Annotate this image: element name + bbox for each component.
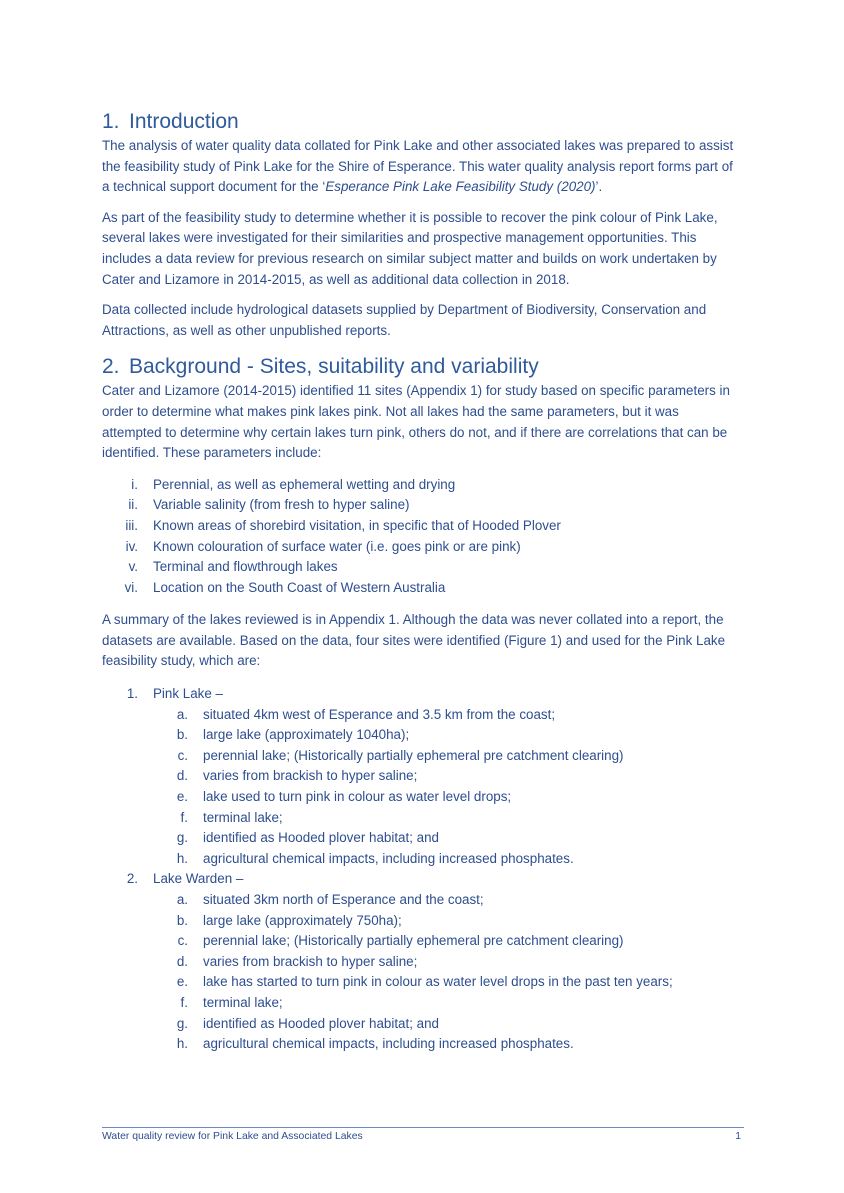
list-item-text: large lake (approximately 750ha); (203, 912, 402, 928)
intro-p1-end: ’. (595, 179, 603, 195)
list-item-text: terminal lake; (203, 994, 283, 1010)
list-item (102, 808, 742, 829)
section-title: Background - Sites, suitability and variability (129, 355, 539, 379)
list-marker: c. (177, 747, 188, 763)
intro-paragraph-3: Data collected include hydrological datasets supplied by Department of Biodiversity, Conservation and Attractions, as well as other unpublished reports. (102, 302, 707, 338)
list-item-text: lake used to turn pink in colour as water level drops; (203, 789, 512, 805)
list-marker: e. (176, 789, 188, 805)
list-item (102, 746, 742, 767)
list-item-text: Known colouration of surface water (i.e. goes pink or are pink) (153, 538, 521, 554)
section-heading-background (102, 353, 742, 381)
list-item (102, 972, 742, 993)
section-heading-introduction (102, 108, 742, 136)
list-item (102, 766, 742, 787)
list-item (102, 952, 742, 973)
list-marker: iv. (125, 538, 138, 554)
list-item (102, 495, 742, 516)
list-item (102, 993, 742, 1014)
list-item (102, 1034, 742, 1055)
sites-list (102, 684, 742, 705)
list-item (102, 1014, 742, 1035)
list-item (102, 931, 742, 952)
background-paragraph-1: Cater and Lizamore (2014-2015) identified 11 sites (Appendix 1) for study based on specific parameters in order to determine what makes pink lakes pink. Not all lakes had the same parameters, but it was attempted to determine why certain lakes turn pink, others do not, and if there are correlations that can be identified. These parameters include: (102, 383, 730, 461)
list-marker: v. (128, 559, 138, 575)
list-item-text: varies from brackish to hyper saline; (203, 953, 418, 969)
list-item-text: lake has started to turn pink in colour as water level drops in the past ten years; (203, 974, 673, 990)
list-item-text: Location on the South Coast of Western Australia (153, 579, 446, 595)
list-item (102, 705, 742, 726)
section-number: 1. (102, 110, 120, 133)
list-item-text: Perennial, as well as ephemeral wetting and drying (153, 476, 456, 492)
list-marker: g. (176, 830, 188, 846)
list-marker: d. (176, 953, 188, 969)
list-item (102, 537, 742, 558)
list-item-text: identified as Hooded plover habitat; and (203, 1015, 439, 1031)
list-item (102, 475, 742, 496)
lake-warden-attributes (102, 890, 742, 1055)
list-item (102, 911, 742, 932)
site-item-pink-lake (102, 684, 742, 705)
list-item (102, 557, 742, 578)
page-content (102, 108, 742, 1055)
background-paragraph-2: A summary of the lakes reviewed is in Appendix 1. Although the data was never collated into a report, the datasets are available. Based on the data, four sites were identified (Figure 1) and used for the Pink Lake feasibility study, which are: (102, 612, 726, 669)
list-item-text: Variable salinity (from fresh to hyper saline) (153, 497, 410, 513)
list-item-text: identified as Hooded plover habitat; and (203, 830, 439, 846)
list-item (102, 516, 742, 537)
site-name: Lake Warden – (153, 871, 244, 887)
list-marker: b. (176, 912, 188, 928)
list-item-text: Terminal and flowthrough lakes (153, 559, 338, 575)
site-name: Pink Lake – (153, 686, 223, 702)
list-item-text: agricultural chemical impacts, including increased phosphates. (203, 850, 574, 866)
list-marker: d. (176, 768, 188, 784)
parameters-list (102, 475, 742, 599)
list-item-text: Known areas of shorebird visitation, in specific that of Hooded Plover (153, 517, 561, 533)
list-marker: 2. (126, 871, 138, 887)
list-item-text: perennial lake; (Historically partially ephemeral pre catchment clearing) (203, 933, 624, 949)
list-item (102, 849, 742, 870)
list-item-text: perennial lake; (Historically partially ephemeral pre catchment clearing) (203, 747, 624, 763)
list-marker: h. (176, 850, 188, 866)
list-item-text: terminal lake; (203, 809, 283, 825)
list-marker: ii. (128, 497, 138, 513)
list-item-text: agricultural chemical impacts, including increased phosphates. (203, 1036, 574, 1052)
list-item (102, 787, 742, 808)
list-marker: a. (176, 706, 188, 722)
study-title-italic: Esperance Pink Lake Feasibility Study (2020) (325, 179, 596, 195)
site-item-lake-warden (102, 869, 742, 890)
list-marker: g. (176, 1015, 188, 1031)
list-item-text: situated 3km north of Esperance and the coast; (203, 892, 484, 907)
intro-p1-text: The analysis of water quality data collated for Pink Lake and other associated lakes was prepared to assist the feasibility study of Pink Lake for the Shire of Esperance. This water quality analysis report forms part of a technical support document for the ‘ (102, 138, 734, 195)
list-marker: h. (176, 1036, 188, 1052)
list-item (102, 725, 742, 746)
list-item (102, 890, 742, 911)
list-item-text: situated 4km west of Esperance and 3.5 km from the coast; (203, 706, 556, 722)
pink-lake-attributes (102, 705, 742, 870)
list-marker: e. (176, 974, 188, 990)
section-title: Introduction (129, 110, 239, 133)
list-marker: 1. (126, 686, 138, 702)
list-marker: f. (180, 809, 188, 825)
list-marker: c. (177, 933, 188, 949)
list-item (102, 578, 742, 599)
section-number: 2. (102, 355, 120, 379)
intro-paragraph-1 (102, 136, 742, 198)
list-item-text: varies from brackish to hyper saline; (203, 768, 418, 784)
list-item-text: large lake (approximately 1040ha); (203, 727, 410, 743)
list-marker: a. (176, 892, 188, 907)
page-number: 1 (735, 1131, 741, 1142)
sites-list (102, 869, 742, 890)
list-item (102, 828, 742, 849)
list-marker: b. (176, 727, 188, 743)
footer-title: Water quality review for Pink Lake and Associated Lakes (102, 1131, 363, 1142)
list-marker: vi. (124, 579, 138, 595)
page-footer (102, 1127, 744, 1142)
list-marker: i. (131, 476, 138, 492)
list-marker: iii. (125, 517, 138, 533)
list-marker: f. (180, 994, 188, 1010)
intro-paragraph-2: As part of the feasibility study to determine whether it is possible to recover the pink colour of Pink Lake, several lakes were investigated for their similarities and prospective management opportunities. This includes a data review for previous research on similar subject matter and builds on work undertaken by Cater and Lizamore in 2014-2015, as well as additional data collection in 2018. (102, 209, 718, 287)
